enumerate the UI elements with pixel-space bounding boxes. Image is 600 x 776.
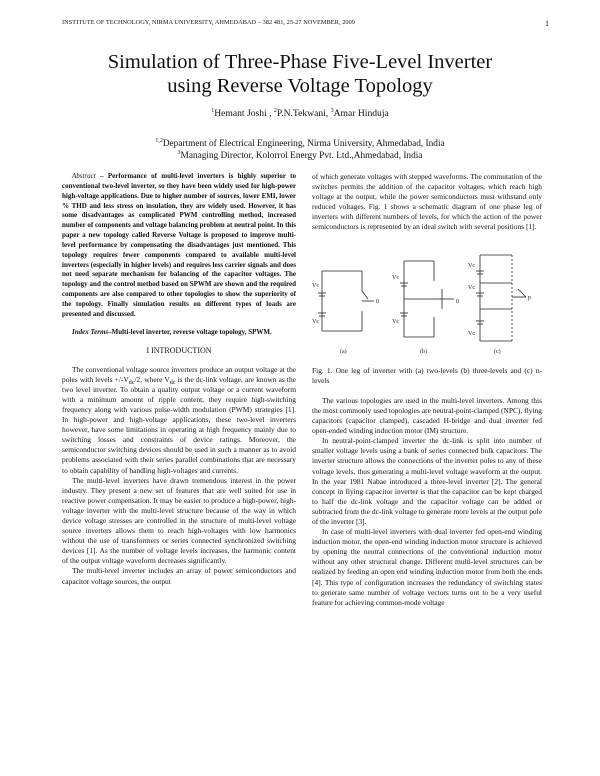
svg-text:(b): (b) — [420, 348, 427, 355]
figure-1-schematic — [312, 241, 542, 359]
svg-text:Vc: Vc — [468, 284, 475, 291]
title-line-2: using Reverse Voltage Topology — [167, 75, 433, 97]
author-2: P.N.Tekwani, — [276, 108, 331, 119]
intro-paragraph-3: The multi-level inverter includes an array of power semiconductors and capacitor voltage sources, the output — [62, 566, 296, 586]
abstract — [62, 172, 296, 320]
svg-text:p: p — [528, 294, 531, 301]
left-column — [62, 172, 296, 587]
svg-text:Vc: Vc — [468, 330, 475, 337]
affiliation-2 — [0, 150, 600, 162]
author-list — [0, 108, 600, 119]
abstract-lead: Abstract — [72, 172, 96, 180]
svg-text:(c): (c) — [494, 348, 501, 355]
page-number: 1 — [545, 19, 549, 28]
author-3: Amar Hinduja — [333, 108, 389, 119]
index-terms — [62, 328, 296, 338]
affiliation-2-text: Managing Director, Kolorrol Energy Pvt. Ltd.,Ahmedabad, India — [180, 151, 423, 161]
section-heading-introduction: I INTRODUCTION — [146, 345, 212, 355]
figure-1-caption: Fig. 1. One leg of inverter with (a) two-levels (b) three-levels and (c) n-levels — [312, 365, 542, 385]
title-line-1: Simulation of Three-Phase Five-Level Inverter — [107, 51, 493, 73]
svg-text:0: 0 — [376, 298, 379, 305]
running-head: INSTITUTE OF TECHNOLOGY, NIRMA UNIVERSITY, AHMEDABAD – 382 481, 25-27 NOVEMBER, 2009 — [62, 19, 355, 26]
affiliation-1-text: Department of Electrical Engineering, Nirma University, Ahmedabad, India — [162, 139, 445, 149]
intro-paragraph-2: The multi-level inverters have drawn tremendous interest in the power industry. They present a new set of features that are well suited for use in reactive power compensation. It may be easier to produce a high-power, high-voltage inverter with the multi-level structure because of the way in which device voltage stresses are controlled in the structure of multi-level voltage source inverters allows them to reach high-voltages with low harmonics without the use of transformers or series connected synchronized switching devices [1]. As the number of voltage levels increases, the harmonic content of the output voltage waveform decreases significantly. — [62, 475, 296, 566]
index-terms-lead: Index Terms — [72, 327, 109, 336]
abstract-text: – Performance of multi-level inverters is highly superior to conventional two-level inverter, so they have been widely used for high-power high-voltage applications. Due to higher number of sources, lower EMI, lower % THD and less stress on insulation, they are widely used. However, it has some disadvantages as complicated PWM controlling method, increased number of components and voltage balancing problem at neutral point. In this paper a new topology called Reverse Voltage is proposed to improve multi-level performance by compensating the disadvantages just mentioned. This topology requires fewer components compared to available multi-level inverters (especially in higher levels) and requires less carrier signals and does not need separate mechanism for balancing of the capacitor voltages. The topology and the control method based on SPWM are shown and the required components are also compared to other topologies to show the superiority of the topology. Finally simulation results on different types of loads are presented and discussed. — [62, 172, 296, 318]
right-paragraph-3: In case of multi-level inverters with dual inverter fed open-end winding induction motor, the open-end winding induction motor structure is achieved by opening the neutral connections of the conventional induction motor without any other structural change. Different multi-level structures can be realized by feeding an open end winding induction motor from both the ends [4]. This type of configuration increases the redundancy of switching states to generate same number of voltage vectors turns out to be a very useful feature for achieving common-mode voltage — [312, 527, 542, 607]
svg-text:Vc: Vc — [392, 318, 399, 325]
paper-title — [0, 50, 600, 98]
svg-text:Vc: Vc — [312, 282, 319, 289]
index-terms-text: –Multi-level inverter, reverse voltage topology, SPWM. — [108, 327, 272, 336]
affiliation-1-mark: 1,2 — [155, 138, 163, 144]
svg-text:0: 0 — [456, 298, 459, 305]
intro-paragraph-1: The conventional voltage source inverters produce an output voltage at the poles with levels $+/-V_{dc}/2$, where $V_{dc}$ is the dc-link voltage, are known as the two level inverter. To obtain a quality output voltage or a current waveform with a minimum amount of ripple content, they require high-switching frequency along with various pulse-width modulation (PWM) strategies [1]. In high-power and high-voltage applications, these two-level inverters however, have some limitations in operating at high frequency mainly due to switching losses and constraints of device ratings. Moreover, the semiconductor switching devices should be used in such a manner as to avoid problems associated with their series parallel combinations that are necessary to obtain capability of handling high-voltages and currents. — [62, 364, 296, 475]
affiliations — [0, 138, 600, 162]
right-paragraph-2: In neutral-point-clamped inverter the dc-link is split into number of smaller voltage levels using a bank of series connected bulk capacitors. The inverter structure allows the connections of the inverter poles to any of these voltage levels, thus generating a multi-level voltage waveform at the output. In the year 1981 Nabae introduced a three-level inverter [2]. The general concept in flying capacitor inverter is that the capacitor can be kept charged to half the dc-link voltage and the capacitor voltage can be added or subtracted from the dc-link voltage to generate more levels at the output pole of the inverter [3]. — [312, 436, 542, 526]
affiliation-1 — [0, 138, 600, 150]
author-3-mark: 3 — [330, 108, 334, 114]
svg-text:Vc: Vc — [468, 262, 475, 269]
right-paragraph-0: of which generate voltages with stepped waveforms. The commutation of the switches permits the addition of the capacitor voltages, which reach high voltage at the output, while the power semiconductors must withstand only reduced voltages. Fig. 1 shows a schematic diagram of one phase leg of inverters with different numbers of levels, for which the action of the power semiconductors is represented by an ideal switch with several positions [1]. — [312, 172, 542, 232]
svg-text:Vc: Vc — [392, 274, 399, 281]
author-1-mark: 1 — [211, 108, 215, 114]
author-1: Hemant Joshi , — [214, 108, 274, 119]
svg-text:Vc: Vc — [312, 318, 319, 325]
right-paragraph-1: The various topologies are used in the multi-level inverters. Among this the most commonly used topologies are neutral-point-clamped (NPC), flying capacitors (capacitor clamped), cascaded H-bridge and dual inverter fed open-ended winding induction motor (IM) structure. — [312, 395, 542, 436]
right-column — [312, 172, 542, 608]
svg-text:(a): (a) — [340, 348, 347, 355]
author-2-mark: 2 — [273, 108, 277, 114]
affiliation-2-mark: 3 — [177, 150, 181, 156]
